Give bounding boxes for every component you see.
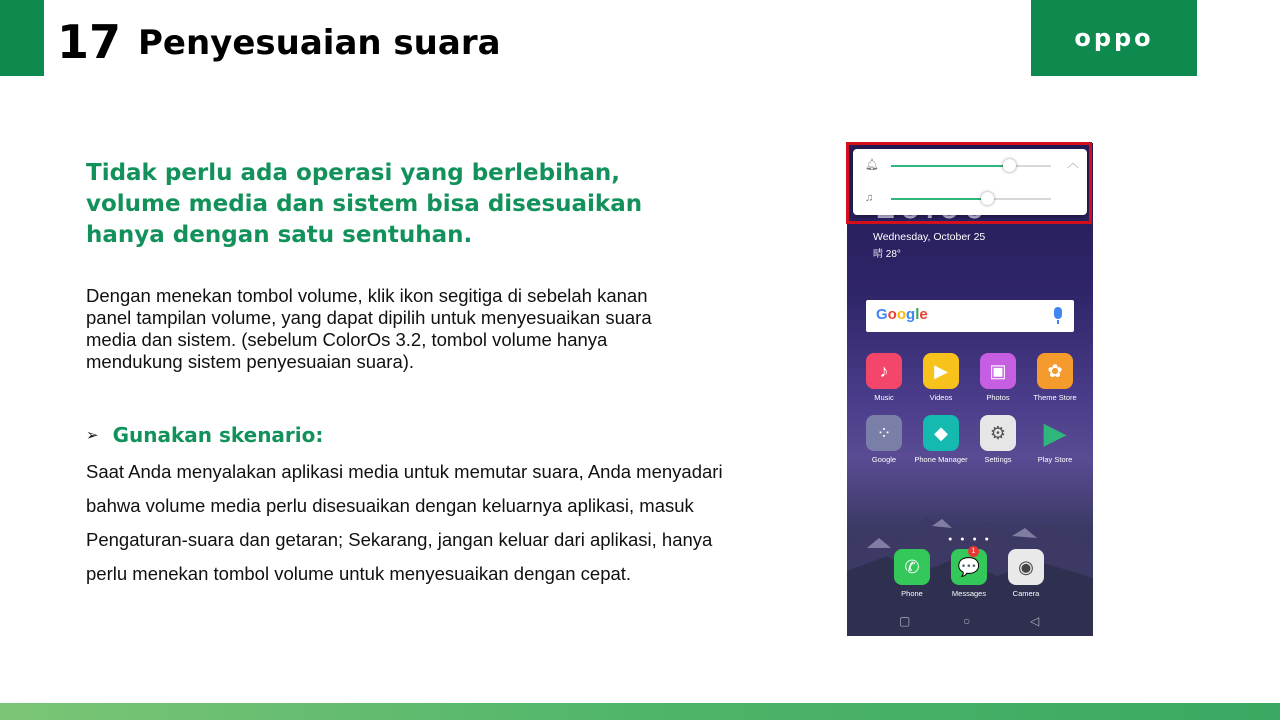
google-search-bar[interactable] bbox=[866, 300, 1074, 332]
messages-app-icon: 💬 1 bbox=[951, 549, 987, 585]
page-indicator: ● ● ● ● bbox=[948, 536, 992, 543]
app-label: Theme Store bbox=[1033, 393, 1077, 402]
app-label: Messages bbox=[951, 589, 987, 598]
app-label: Settings bbox=[984, 455, 1012, 464]
music-app-icon: ♪ bbox=[866, 353, 902, 389]
app-messages[interactable] bbox=[941, 549, 997, 598]
camera-app-icon: ◉ bbox=[1008, 549, 1044, 585]
header-accent-bar bbox=[0, 0, 44, 76]
back-icon[interactable]: ◁ bbox=[1030, 614, 1040, 628]
app-label: Phone Manager bbox=[914, 455, 968, 464]
theme-store-app-icon: ✿ bbox=[1037, 353, 1073, 389]
date-text: Wednesday, October 25 bbox=[873, 231, 986, 243]
arrow-bullet-icon: ➢ bbox=[86, 427, 99, 444]
app-phone-manager[interactable] bbox=[913, 415, 969, 464]
google-logo: Google bbox=[876, 306, 928, 323]
weather-text: 晴 28° bbox=[873, 249, 901, 260]
scenario-heading bbox=[86, 423, 323, 447]
app-label: Google bbox=[871, 455, 897, 464]
app-music[interactable] bbox=[856, 353, 912, 402]
home-icon[interactable]: ○ bbox=[963, 614, 971, 628]
microphone-icon[interactable] bbox=[1054, 307, 1062, 319]
phone-app-icon: ✆ bbox=[894, 549, 930, 585]
settings-app-icon: ⚙ bbox=[980, 415, 1016, 451]
body-paragraph: Dengan menekan tombol volume, klik ikon segitiga di sebelah kanan panel tampilan volume, yang dapat dipilih untuk menyesuaikan suara media dan sistem. (sebelum ColorOs 3.2, tombol volume hanya mendukung sistem penyesuaian suara). bbox=[86, 285, 652, 372]
app-label: Play Store bbox=[1037, 455, 1073, 464]
slide-number: 17 bbox=[57, 15, 122, 69]
app-label: Videos bbox=[929, 393, 953, 402]
notification-badge: 1 bbox=[968, 546, 979, 557]
app-theme-store[interactable] bbox=[1027, 353, 1083, 402]
app-photos[interactable] bbox=[970, 353, 1026, 402]
videos-app-icon: ▶ bbox=[923, 353, 959, 389]
app-phone[interactable] bbox=[884, 549, 940, 598]
app-label: Camera bbox=[1012, 589, 1040, 598]
scenario-body: Saat Anda menyalakan aplikasi media untuk memutar suara, Anda menyadari bahwa volume media perlu disesuaikan dengan keluarnya aplikasi, masuk Pengaturan-suara dan getaran; Sekarang, jangan keluar dari aplikasi, hanya perlu menekan tombol volume untuk menyesuaikan dengan cepat. bbox=[86, 461, 723, 584]
google-folder-icon: ⁘ bbox=[866, 415, 902, 451]
app-camera[interactable] bbox=[998, 549, 1054, 598]
slide-title: Penyesuaian suara bbox=[138, 23, 501, 63]
lead-statement: Tidak perlu ada operasi yang berlebihan, volume media dan sistem bisa disesuaikan hanya dengan satu sentuhan. bbox=[86, 160, 643, 248]
app-label: Music bbox=[874, 393, 894, 402]
recent-apps-icon[interactable]: ▢ bbox=[899, 614, 911, 628]
phone-manager-app-icon: ◆ bbox=[923, 415, 959, 451]
chevron-up-icon[interactable]: ︿ bbox=[1067, 156, 1080, 170]
navigation-bar bbox=[847, 606, 1093, 636]
photos-app-icon: ▣ bbox=[980, 353, 1016, 389]
app-label: Photos bbox=[986, 393, 1010, 402]
bell-icon: 🔔︎ bbox=[865, 159, 879, 171]
app-google[interactable] bbox=[856, 415, 912, 464]
play-store-app-icon: ▶ bbox=[1043, 416, 1067, 450]
app-videos[interactable] bbox=[913, 353, 969, 402]
scenario-title: Gunakan skenario: bbox=[112, 423, 324, 447]
oppo-logo-text: oppo bbox=[1074, 24, 1154, 52]
volume-highlight-frame bbox=[846, 142, 1092, 224]
oppo-logo bbox=[1031, 0, 1197, 76]
app-play-store[interactable] bbox=[1027, 415, 1083, 464]
app-label: Phone bbox=[901, 589, 923, 598]
music-note-icon: ♫ bbox=[865, 192, 874, 204]
app-settings[interactable] bbox=[970, 415, 1026, 464]
footer-gradient-bar bbox=[0, 703, 1280, 720]
